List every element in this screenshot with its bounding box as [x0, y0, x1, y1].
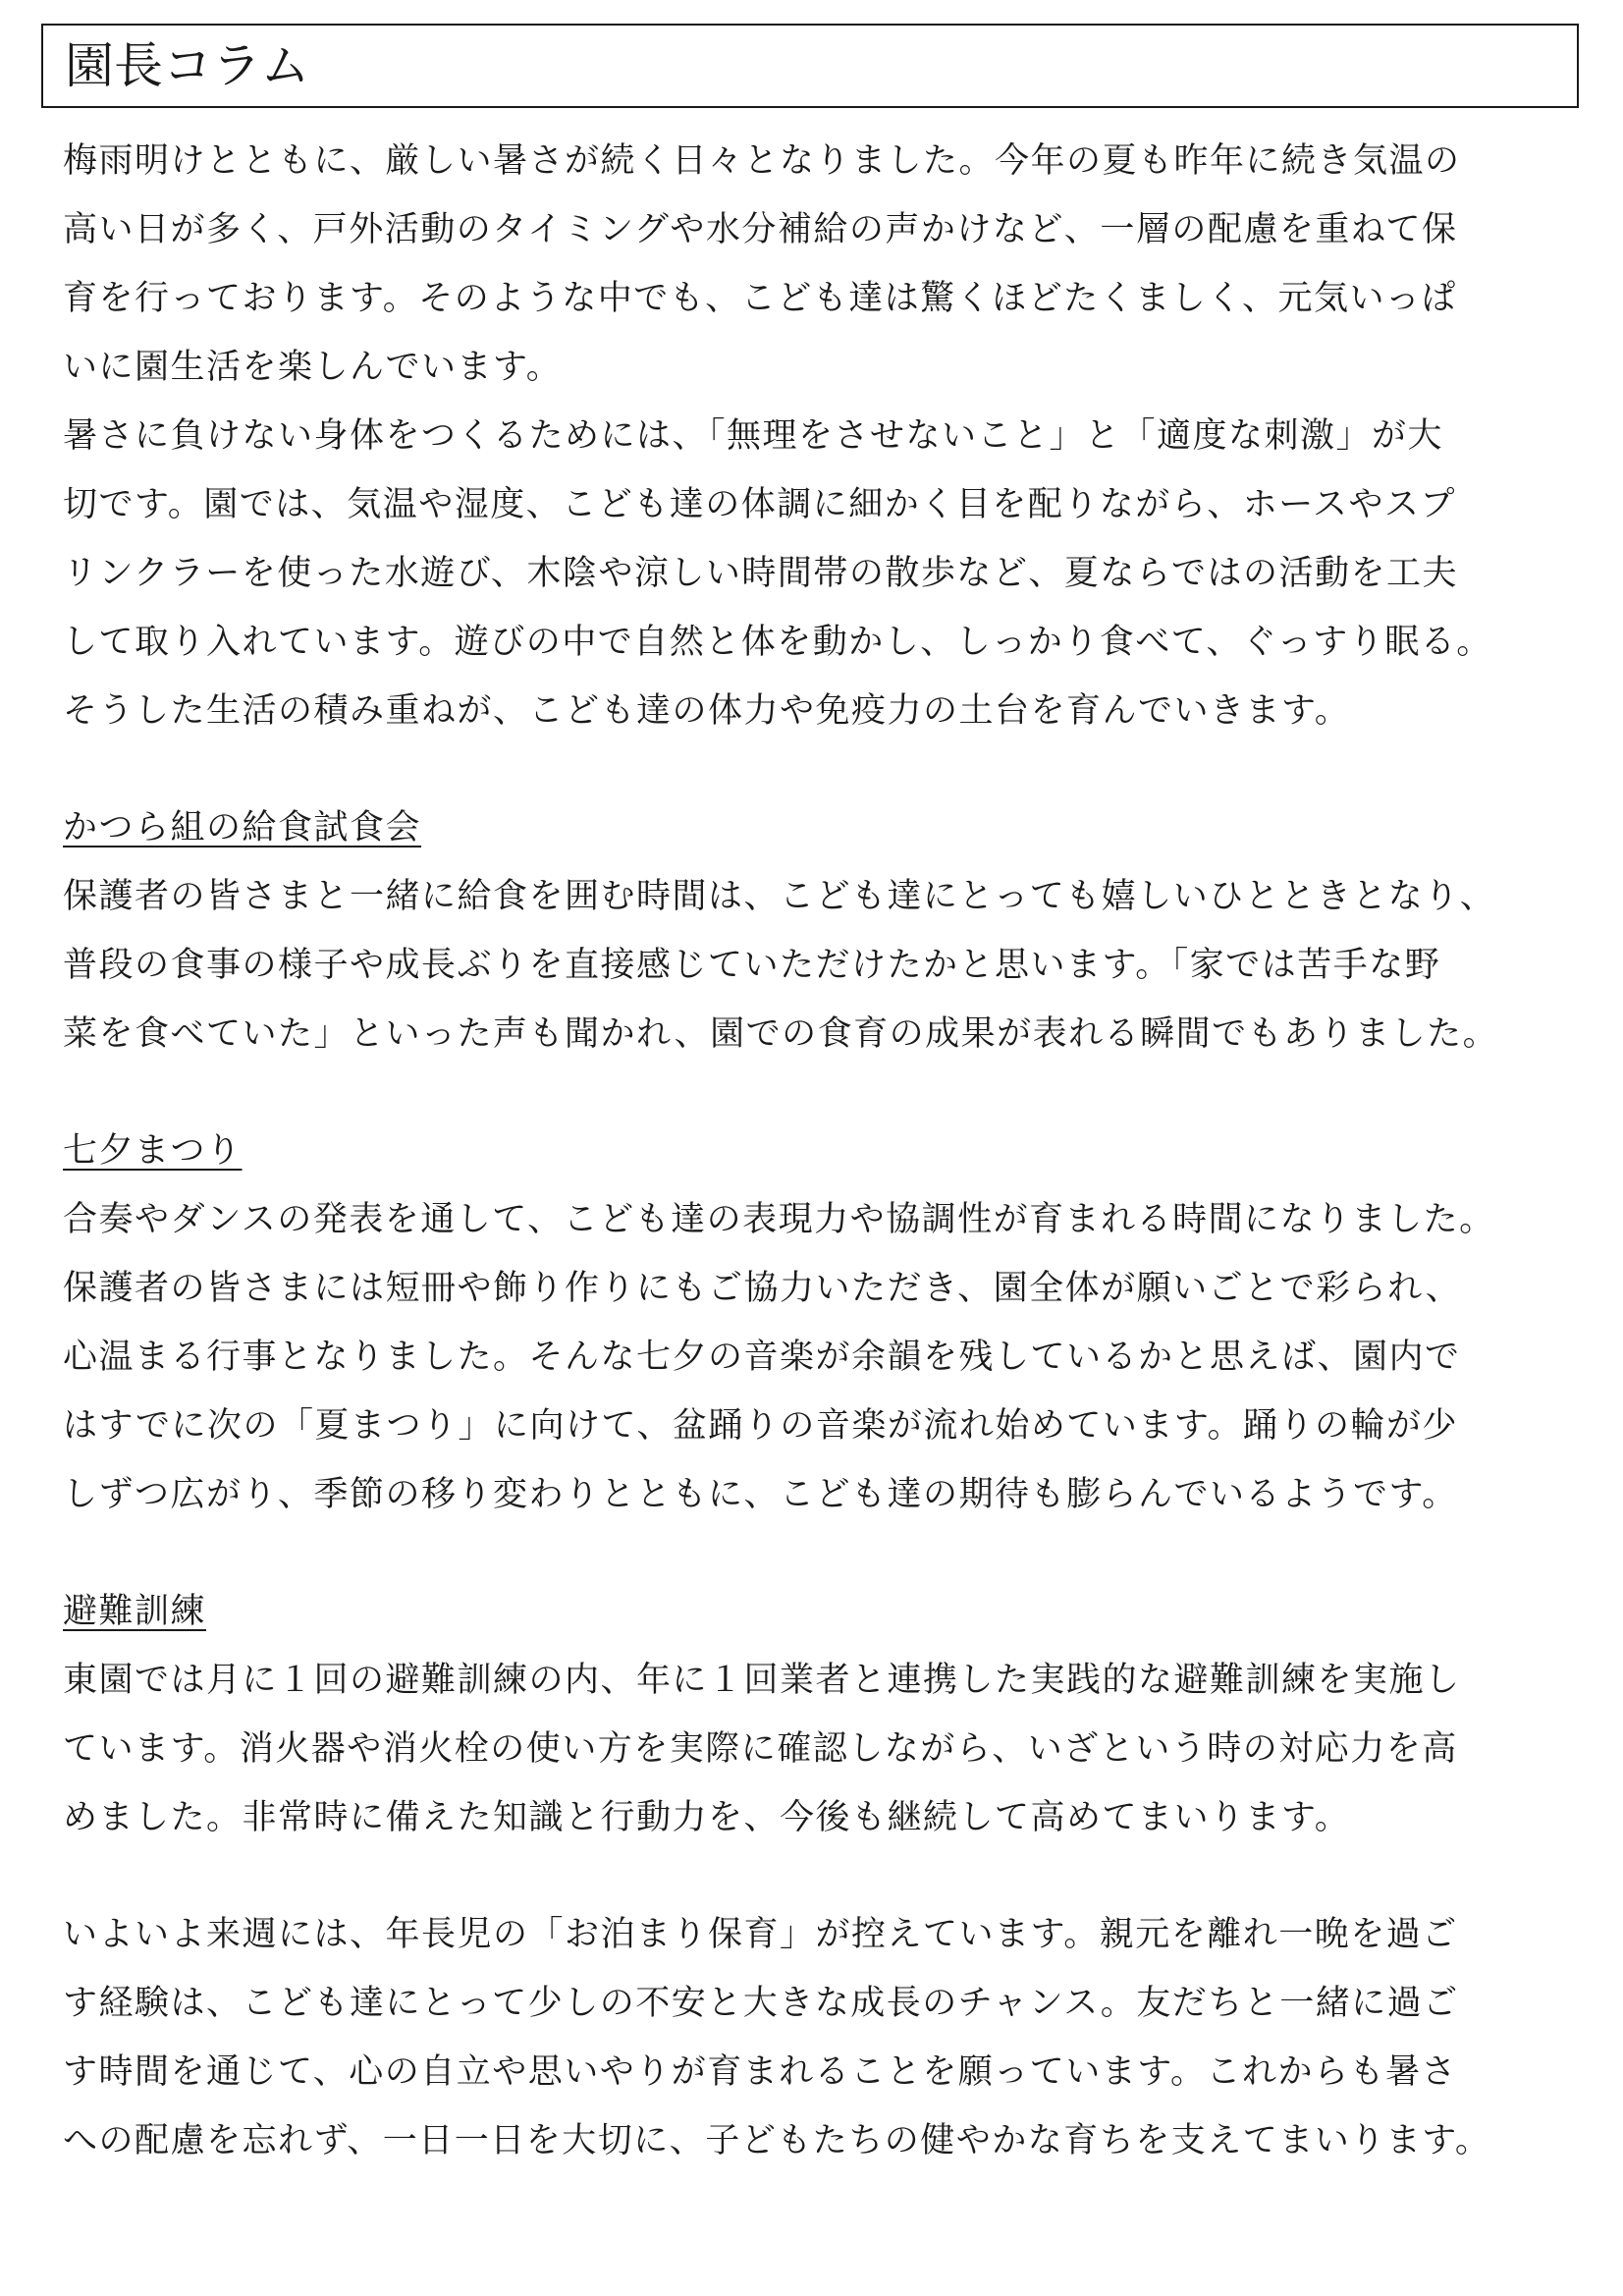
- text-line: 東園では月に１回の避難訓練の内、年に１回業者と連携した実践的な避難訓練を実施し: [63, 1661, 1461, 1700]
- text-line: 合奏やダンスの発表を通して、こども達の表現力や協調性が育まれる時間になりました。: [63, 1200, 1495, 1239]
- text-line: 切です。園では、気温や湿度、こども達の体調に細かく目を配りながら、ホースやスプ: [63, 485, 1456, 524]
- text-line: 保護者の皆さまと一緒に給食を囲む時間は、こども達にとっても嬉しいひとときとなり、: [63, 877, 1496, 916]
- text-line: 心温まる行事となりました。そんな七夕の音楽が余韻を残しているかと思えば、園内で: [63, 1338, 1461, 1377]
- text-line: 梅雨明けとともに、厳しい暑さが続く日々となりました。今年の夏も昨年に続き気温の: [63, 141, 1461, 181]
- text-line: 菜を食べていた」といった声も聞かれ、園での食育の成果が表れる瞬間でもありました。: [63, 1014, 1499, 1054]
- text-line: はすでに次の「夏まつり」に向けて、盆踊りの音楽が流れ始めています。踊りの輪が少: [63, 1406, 1459, 1446]
- text-line: 普段の食事の様子や成長ぶりを直接感じていただけたかと思います。「家では苦手な野: [63, 946, 1441, 985]
- text-line: めました。非常時に備えた知識と行動力を、今後も継続して高めてまいります。: [63, 1798, 1351, 1837]
- text-line: 高い日が多く、戸外活動のタイミングや水分補給の声かけなど、一層の配慮を重ねて保: [63, 210, 1458, 249]
- text-line: ています。消火器や消火栓の使い方を実際に確認しながら、いざという時の対応力を高: [63, 1729, 1458, 1769]
- text-line: して取り入れています。遊びの中で自然と体を動かし、しっかり食べて、ぐっすり眠る。: [63, 623, 1492, 662]
- intro-paragraph: [63, 127, 1595, 745]
- closing-paragraph: [63, 1900, 1595, 2175]
- text-line: しずつ広がり、季節の移り変わりとともに、こども達の期待も膨らんでいるようです。: [63, 1475, 1458, 1514]
- section-tanabata: [63, 1117, 1595, 1529]
- text-line: いに園生活を楽しんでいます。: [63, 348, 563, 387]
- section-heading: 避難訓練: [63, 1592, 207, 1631]
- text-line: への配慮を忘れず、一日一日を大切に、子どもたちの健やかな育ちを支えてまいります。: [63, 2121, 1491, 2160]
- section-evacuation-drill: [63, 1577, 1595, 1852]
- text-line: す時間を通じて、心の自立や思いやりが育まれることを願っています。これからも暑さ: [63, 2052, 1458, 2092]
- text-line: そうした生活の積み重ねが、こども達の体力や免疫力の土台を育んでいきます。: [63, 691, 1351, 731]
- section-lunch-tasting: [63, 793, 1595, 1068]
- text-line: 保護者の皆さまには短冊や飾り作りにもご協力いただき、園全体が願いごとで彩られ、: [63, 1269, 1462, 1308]
- title-box: [41, 24, 1579, 108]
- section-heading: かつら組の給食試食会: [63, 808, 422, 847]
- text-line: 育を行っております。そのような中でも、こども達は驚くほどたくましく、元気いっぱ: [63, 279, 1458, 318]
- text-line: 暑さに負けない身体をつくるためには、「無理をさせないこと」と「適度な刺激」が大: [63, 416, 1444, 456]
- text-line: リンクラーを使った水遊び、木陰や涼しい時間帯の散歩など、夏ならではの活動を工夫: [63, 554, 1459, 593]
- text-line: いよいよ来週には、年長児の「お泊まり保育」が控えています。親元を離れ一晩を過ご: [63, 1915, 1458, 1954]
- text-line: す経験は、こども達にとって少しの不安と大きな成長のチャンス。友だちと一緒に過ご: [63, 1984, 1459, 2023]
- page-title: 園長コラム: [65, 37, 310, 94]
- section-heading: 七夕まつり: [63, 1131, 243, 1171]
